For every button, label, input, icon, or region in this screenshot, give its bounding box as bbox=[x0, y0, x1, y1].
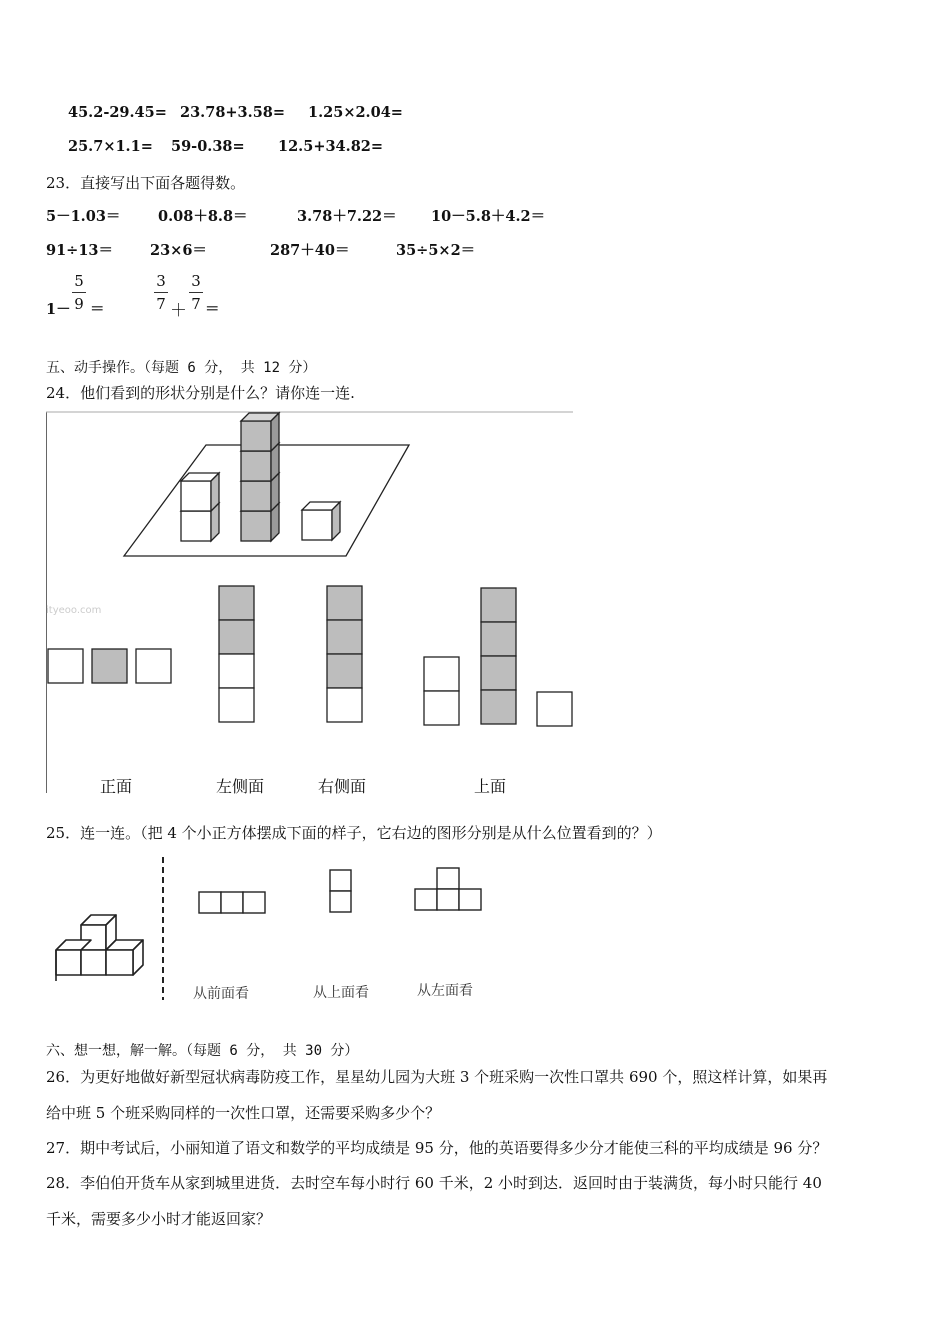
q23-item: 287＋40＝ bbox=[270, 242, 350, 259]
label-top: 上面 bbox=[474, 777, 507, 796]
q23-item: 35÷5×2＝ bbox=[396, 242, 476, 259]
calc-6: 12.5+34.82= bbox=[278, 138, 384, 155]
calc-5: 59-0.38= bbox=[171, 138, 245, 155]
view-top bbox=[424, 588, 572, 726]
denominator: 7 bbox=[156, 295, 166, 313]
white-cube-stack bbox=[181, 473, 219, 541]
label-right-side: 右侧面 bbox=[318, 777, 367, 796]
gray-cube-stack bbox=[241, 413, 279, 541]
shape-two-vertical bbox=[330, 870, 351, 912]
q27-line1: 27．期中考试后，小丽知道了语文和数学的平均成绩是 95 分，他的英语要得多少分才能使三科的平均成绩是 96 分？ bbox=[46, 1139, 828, 1157]
q23-item: 91÷13＝ bbox=[46, 242, 114, 259]
q25-title: 25．连一连。（把 4 个小正方体摆成下面的样子，它右边的图形分别是从什么位置看到的？） bbox=[46, 824, 662, 842]
single-white-cube bbox=[302, 502, 340, 540]
cube-arrangement bbox=[56, 915, 143, 981]
label-front: 正面 bbox=[100, 777, 133, 796]
shape-three-row bbox=[199, 892, 265, 913]
numerator: 5 bbox=[74, 272, 84, 290]
numerator: 3 bbox=[156, 272, 166, 290]
view-front bbox=[48, 649, 171, 683]
q23-item: 5－1.03＝ bbox=[46, 208, 121, 225]
q24-title: 24．他们看到的形状分别是什么？请你连一连. bbox=[46, 384, 355, 402]
q26-line2: 给中班 5 个班采购同样的一次性口罩，还需要采购多少个？ bbox=[46, 1104, 441, 1122]
q23-item: 10－5.8＋4.2＝ bbox=[431, 208, 546, 225]
q23-title: 23．直接写出下面各题得数。 bbox=[46, 174, 246, 192]
frac-a-suffix: ＝ bbox=[90, 301, 105, 318]
view-left-side bbox=[219, 586, 254, 722]
denominator: 7 bbox=[191, 295, 201, 313]
label-from-front: 从前面看 bbox=[193, 986, 249, 1002]
calc-2: 23.78+3.58= bbox=[180, 104, 286, 121]
q26-line1: 26．为更好地做好新型冠状病毒防疫工作，星星幼儿园为大班 3 个班采购一次性口罩共 690 个，照这样计算，如果再 bbox=[46, 1068, 828, 1086]
denominator: 9 bbox=[74, 295, 84, 313]
label-from-left: 从左面看 bbox=[417, 983, 473, 999]
label-from-top: 从上面看 bbox=[313, 985, 369, 1001]
calc-1: 45.2-29.45= bbox=[68, 104, 167, 121]
frac-b-suffix: ＝ bbox=[205, 301, 220, 318]
fraction-3-7-b bbox=[189, 272, 203, 313]
fraction-3-7-a bbox=[154, 272, 168, 313]
section5-title: 五、动手操作。（每题 6 分， 共 12 分） bbox=[46, 360, 317, 376]
q23-item: 23×6＝ bbox=[150, 242, 207, 259]
q24-figure bbox=[46, 410, 576, 795]
numerator: 3 bbox=[191, 272, 201, 290]
calc-4: 25.7×1.1= bbox=[68, 138, 153, 155]
q28-line1: 28．李伯伯开货车从家到城里进货．去时空车每小时行 60 千米，2 小时到达．返回时由于装满货，每小时只能行 40 bbox=[46, 1174, 822, 1192]
shape-t-shape bbox=[415, 868, 481, 910]
q23-item: 0.08＋8.8＝ bbox=[158, 208, 248, 225]
watermark: ityeoo.com bbox=[46, 605, 102, 616]
label-left-side: 左侧面 bbox=[216, 777, 265, 796]
frac-a-prefix: 1－ bbox=[46, 301, 71, 318]
calc-3: 1.25×2.04= bbox=[308, 104, 403, 121]
q28-line2: 千米，需要多少小时才能返回家？ bbox=[46, 1210, 272, 1228]
q23-item: 3.78＋7.22＝ bbox=[297, 208, 397, 225]
plus-sign: ＋ bbox=[170, 301, 187, 321]
fraction-5-9 bbox=[72, 272, 86, 313]
view-right-side bbox=[327, 586, 362, 722]
section6-title: 六、想一想，解一解。（每题 6 分， 共 30 分） bbox=[46, 1043, 359, 1059]
